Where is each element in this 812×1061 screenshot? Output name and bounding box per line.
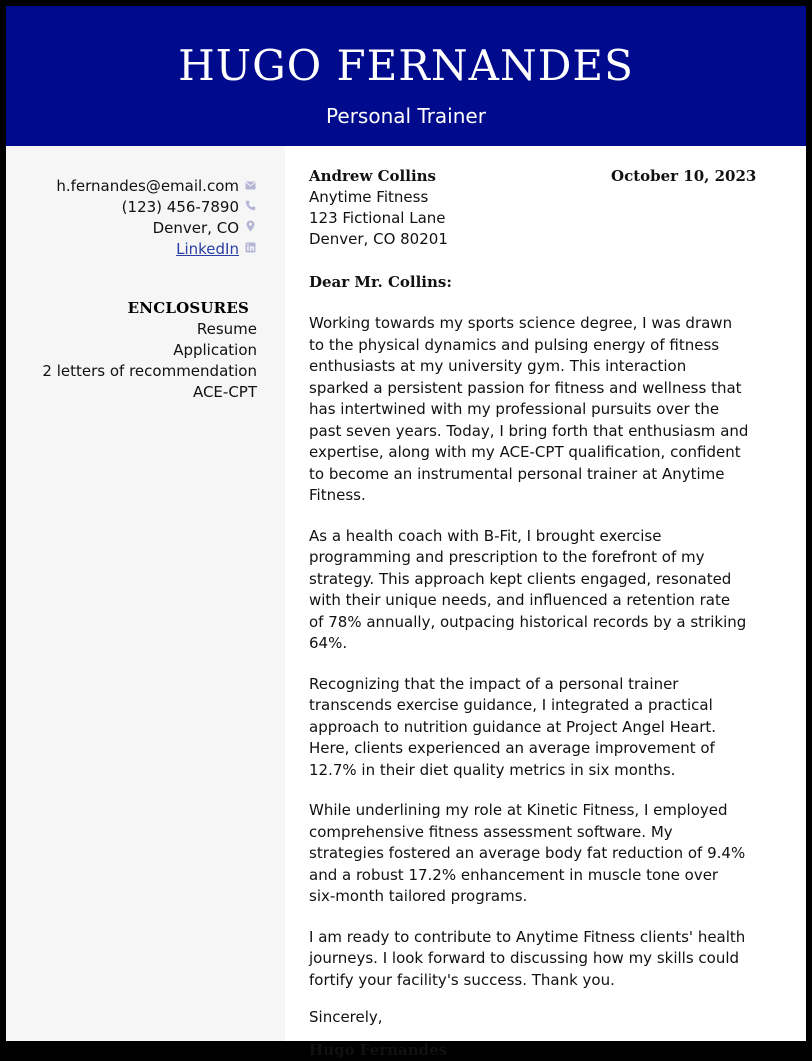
recipient-city: Denver, CO 80201 bbox=[309, 230, 448, 248]
contact-phone bbox=[56, 197, 257, 218]
letter-date: October 10, 2023 bbox=[611, 167, 757, 185]
applicant-name: HUGO FERNANDES bbox=[178, 41, 634, 90]
salutation: Dear Mr. Collins: bbox=[309, 273, 452, 291]
header-banner bbox=[6, 6, 806, 146]
phone-text: (123) 456-7890 bbox=[121, 198, 239, 216]
location-text: Denver, CO bbox=[152, 219, 239, 237]
email-text: h.fernandes@email.com bbox=[56, 177, 239, 195]
enclosures-heading: ENCLOSURES bbox=[127, 299, 249, 317]
letter-paragraph: As a health coach with B-Fit, I brought exercise programming and prescription to the forefront of my strategy. This approach kept clients engaged, resonated with their unique needs, and influenced a retention rate of 78% annually, outpacing historical records by a striking 64%. bbox=[309, 526, 747, 652]
sidebar-panel bbox=[24, 158, 284, 1010]
contact-info bbox=[56, 176, 257, 260]
contact-location bbox=[56, 218, 257, 239]
enclosure-item: Application bbox=[173, 341, 257, 359]
linkedin-link[interactable]: LinkedIn bbox=[176, 240, 239, 258]
enclosure-item: 2 letters of recommendation bbox=[42, 362, 257, 380]
contact-linkedin bbox=[56, 239, 257, 260]
letter-paragraph: Recognizing that the impact of a personal trainer transcends exercise guidance, I integrated a practical approach to nutrition guidance at Project Angel Heart. Here, clients experienced an average improvement of 12.7% in their diet quality metrics in six months. bbox=[309, 674, 717, 779]
enclosures-section bbox=[42, 298, 257, 403]
cover-letter-page bbox=[6, 6, 806, 1059]
phone-icon bbox=[243, 197, 257, 218]
letter-paragraph: Working towards my sports science degree, I was drawn to the physical dynamics and pulsing energy of fitness enthusiasts at my university gym. This interaction sparked a persistent passion for fitness and wellness that has intertwined with my professional pursuits over the past seven years. Today, I bring forth that enthusiasm and expertise, along with my ACE-CPT qualification, confident to become an instrumental personal trainer at Anytime Fitness. bbox=[309, 314, 749, 504]
envelope-icon bbox=[243, 176, 257, 197]
linkedin-icon bbox=[243, 239, 257, 260]
enclosure-item: ACE-CPT bbox=[192, 383, 257, 401]
contact-email bbox=[56, 176, 257, 197]
letter-paragraph: While underlining my role at Kinetic Fitness, I employed comprehensive fitness assessment software. My strategies fostered an average body fat reduction of 9.4% and a robust 17.2% enhancement in muscle tone over six-month tailored programs. bbox=[309, 801, 746, 905]
closing: Sincerely, bbox=[309, 1008, 383, 1026]
recipient-name: Andrew Collins bbox=[309, 167, 437, 185]
recipient-company: Anytime Fitness bbox=[309, 188, 429, 206]
recipient-street: 123 Fictional Lane bbox=[309, 209, 446, 227]
recipient-block bbox=[309, 166, 757, 250]
job-title: Personal Trainer bbox=[326, 104, 486, 128]
enclosure-item: Resume bbox=[196, 320, 257, 338]
location-pin-icon bbox=[243, 218, 257, 239]
letter-body bbox=[309, 166, 757, 1061]
sidebar bbox=[6, 146, 285, 1041]
letter-paragraph: I am ready to contribute to Anytime Fitness clients' health journeys. I look forward to discussing how my skills could fortify your facility's success. Thank you. bbox=[309, 927, 746, 989]
signer-name: Hugo Fernandes bbox=[309, 1041, 448, 1059]
